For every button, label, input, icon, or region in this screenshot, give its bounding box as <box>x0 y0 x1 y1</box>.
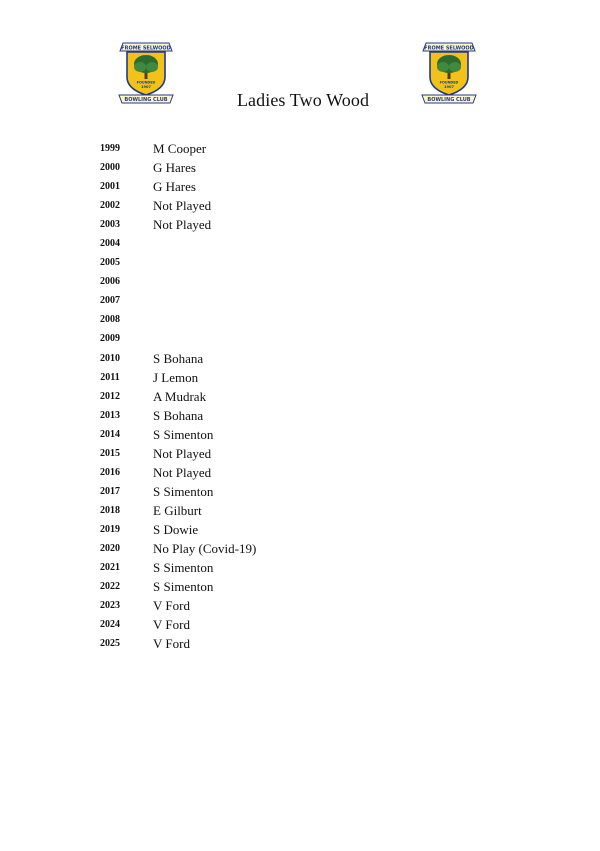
result-year: 2000 <box>100 162 120 174</box>
result-winner: V Ford <box>153 636 190 652</box>
result-row <box>0 140 600 159</box>
result-row <box>0 350 600 369</box>
result-winner: No Play (Covid-19) <box>153 540 257 556</box>
result-year: 2022 <box>100 581 120 593</box>
svg-text:FOUNDED: FOUNDED <box>439 80 459 85</box>
result-year: 2001 <box>100 181 120 193</box>
result-winner: S Bohana <box>153 407 204 423</box>
result-row <box>0 235 600 254</box>
result-row <box>0 635 600 654</box>
result-winner: V Ford <box>153 598 190 614</box>
result-year: 2004 <box>100 238 120 250</box>
result-row <box>0 483 600 502</box>
result-year: 2014 <box>100 428 120 440</box>
result-row <box>0 407 600 426</box>
result-year: 2002 <box>100 200 120 212</box>
result-winner: Not Played <box>153 464 212 480</box>
result-row <box>0 292 600 311</box>
result-row <box>0 369 600 388</box>
result-row <box>0 540 600 559</box>
result-year: 2012 <box>100 390 120 402</box>
result-winner: Not Played <box>153 198 212 214</box>
result-winner: S Simenton <box>153 560 214 576</box>
result-row <box>0 426 600 445</box>
svg-text:1907: 1907 <box>443 85 455 89</box>
page-title: Ladies Two Wood <box>236 90 370 110</box>
result-year: 1999 <box>100 143 120 154</box>
svg-text:FROME SELWOOD: FROME SELWOOD <box>424 45 474 52</box>
result-winner: V Ford <box>153 617 190 633</box>
result-year: 2006 <box>100 276 120 288</box>
result-year: 2005 <box>100 257 120 269</box>
result-year: 2009 <box>100 333 120 345</box>
result-row <box>0 254 600 273</box>
result-winner: S Dowie <box>153 521 199 537</box>
svg-text:FOUNDED: FOUNDED <box>136 80 156 85</box>
result-winner: S Bohana <box>153 350 204 366</box>
result-winner: J Lemon <box>153 369 199 385</box>
result-row <box>0 445 600 464</box>
result-winner: Not Played <box>153 445 212 461</box>
result-row <box>0 388 600 407</box>
result-row <box>0 273 600 292</box>
result-winner: E Gilburt <box>153 502 202 518</box>
result-year: 2019 <box>100 523 120 535</box>
result-year: 2003 <box>100 219 120 231</box>
svg-text:BOWLING CLUB: BOWLING CLUB <box>124 97 168 103</box>
result-winner: G Hares <box>153 160 196 176</box>
result-row <box>0 521 600 540</box>
result-winner: S Simenton <box>153 579 214 595</box>
result-year: 2021 <box>100 562 120 574</box>
result-year: 2016 <box>100 466 120 478</box>
svg-text:1907: 1907 <box>140 85 152 89</box>
result-row <box>0 597 600 616</box>
result-year: 2008 <box>100 314 120 326</box>
result-row <box>0 502 600 521</box>
result-row <box>0 178 600 197</box>
result-row <box>0 616 600 635</box>
svg-text:BOWLING CLUB: BOWLING CLUB <box>427 97 471 103</box>
result-year: 2024 <box>100 619 120 631</box>
result-year: 2010 <box>100 352 120 364</box>
result-row <box>0 311 600 330</box>
result-year: 2017 <box>100 485 120 497</box>
svg-text:FROME SELWOOD: FROME SELWOOD <box>121 45 171 52</box>
result-year: 2007 <box>100 295 120 307</box>
result-winner: A Mudrak <box>153 388 207 404</box>
result-year: 2013 <box>100 409 120 421</box>
result-year: 2020 <box>100 542 120 554</box>
result-row <box>0 330 600 349</box>
result-row <box>0 216 600 235</box>
result-row <box>0 464 600 483</box>
result-year: 2023 <box>100 600 120 612</box>
result-row <box>0 559 600 578</box>
result-winner: M Cooper <box>153 141 207 156</box>
result-winner: G Hares <box>153 179 196 195</box>
result-row <box>0 578 600 597</box>
result-year: 2025 <box>100 638 120 650</box>
result-winner: S Simenton <box>153 426 214 442</box>
result-year: 2011 <box>100 371 120 383</box>
result-year: 2018 <box>100 504 120 516</box>
result-winner: Not Played <box>153 217 212 233</box>
result-row <box>0 159 600 178</box>
results-list <box>0 140 600 654</box>
result-year: 2015 <box>100 447 120 459</box>
result-winner: S Simenton <box>153 483 214 499</box>
result-row <box>0 197 600 216</box>
